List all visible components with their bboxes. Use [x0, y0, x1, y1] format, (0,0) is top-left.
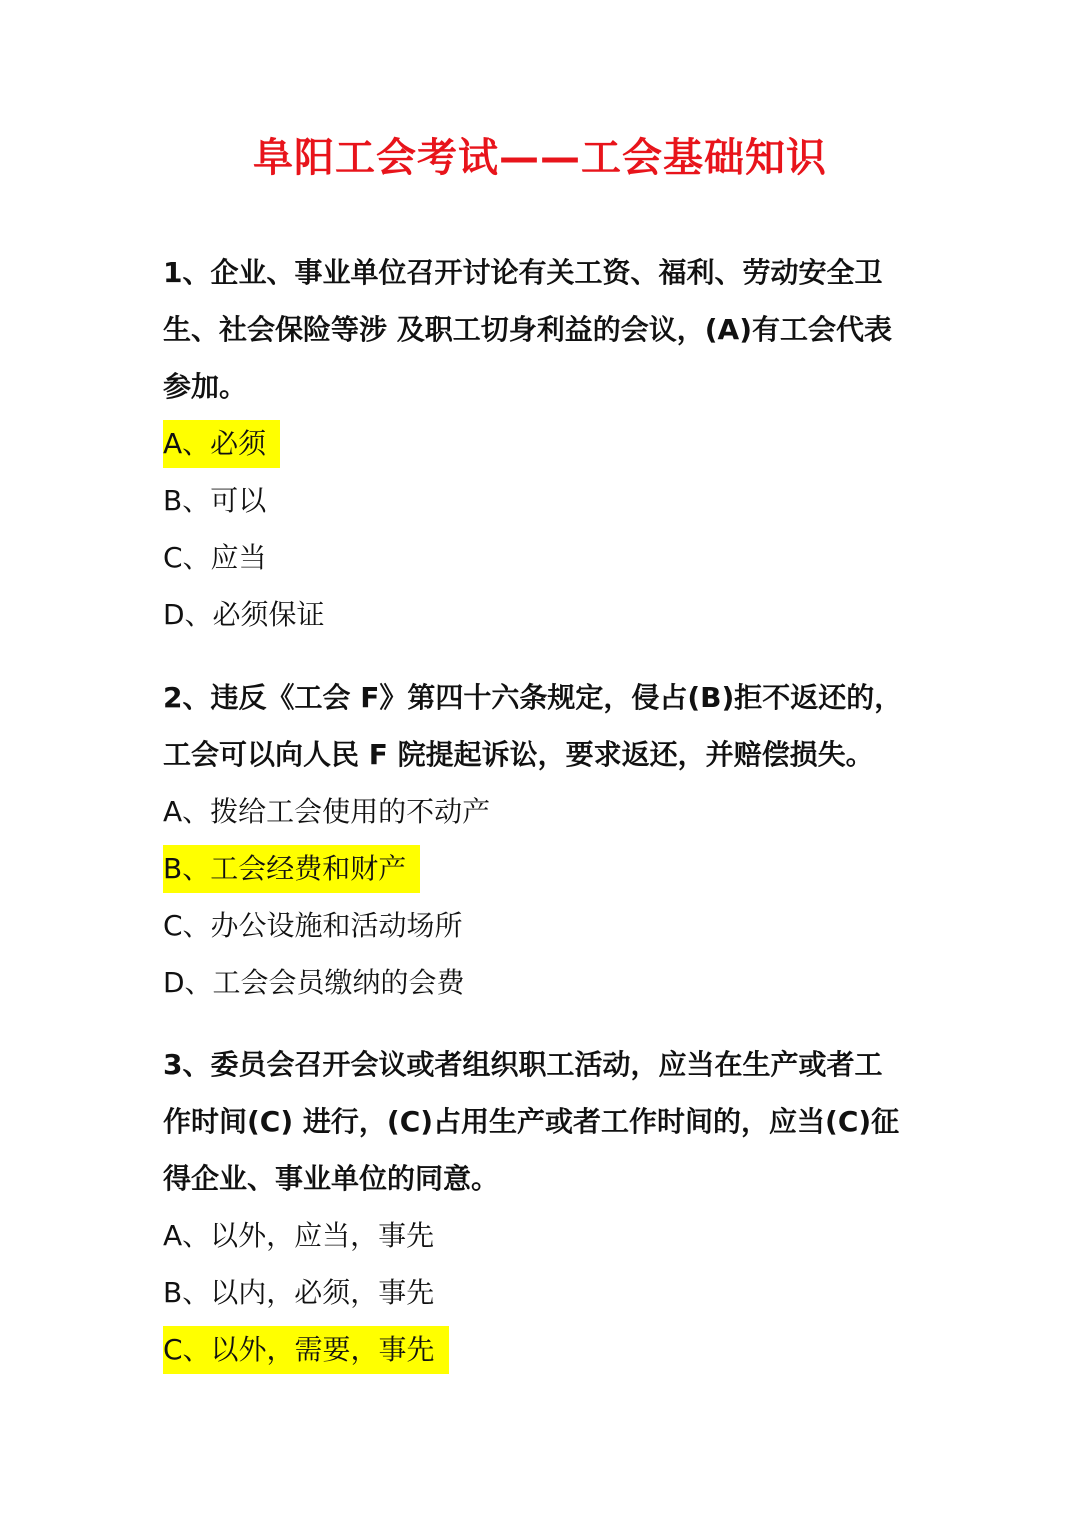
- answer-option-c: [163, 529, 923, 586]
- question-stem-line: 生、社会保险等涉 及职工切身利益的会议，(A)有工会代表: [163, 313, 893, 346]
- option-text: C、应当: [163, 541, 267, 574]
- option-text: D、工会会员缴纳的会费: [163, 966, 465, 999]
- answer-option-d: [163, 954, 923, 1011]
- question-stem-line: 参加。: [163, 370, 248, 403]
- answer-option-a: [163, 1207, 923, 1264]
- option-text: B、以内，必须，事先: [163, 1276, 435, 1309]
- answer-option-c: [163, 1321, 923, 1378]
- question-stem-line: 作时间(C) 进行，(C)占用生产或者工作时间的，应当(C)征: [163, 1105, 900, 1138]
- question-stem-line: 3、委员会召开会议或者组织职工活动，应当在生产或者工: [163, 1048, 883, 1081]
- answer-option-a: [163, 783, 923, 840]
- option-text: A、拨给工会使用的不动产: [163, 795, 491, 828]
- option-text: B、可以: [163, 484, 267, 517]
- answer-option-b: [163, 840, 923, 897]
- option-text: A、以外，应当，事先: [163, 1219, 435, 1252]
- answer-option-b: [163, 472, 923, 529]
- question-stem-line: 工会可以向人民 F 院提起诉讼，要求返还，并赔偿损失。: [163, 738, 874, 771]
- page-title: 阜阳工会考试——工会基础知识: [253, 135, 827, 181]
- question-stem-line: 2、违反《工会 F》第四十六条规定，侵占(B)拒不返还的，: [163, 681, 903, 714]
- option-text: C、办公设施和活动场所: [163, 909, 463, 942]
- option-text: D、必须保证: [163, 598, 325, 631]
- question-stem-line: 1、企业、事业单位召开讨论有关工资、福利、劳动安全卫: [163, 256, 883, 289]
- answer-option-b: [163, 1264, 923, 1321]
- question-2: [163, 669, 923, 1011]
- question-stem-line: 得企业、事业单位的同意。: [163, 1162, 500, 1195]
- highlighted-correct-answer: A、必须: [163, 420, 280, 468]
- question-3: [163, 1036, 923, 1378]
- answer-option-d: [163, 586, 923, 643]
- answer-option-c: [163, 897, 923, 954]
- answer-option-a: [163, 415, 923, 472]
- question-1: [163, 244, 923, 643]
- highlighted-correct-answer: B、工会经费和财产: [163, 845, 420, 893]
- highlighted-correct-answer: C、以外，需要，事先: [163, 1326, 449, 1374]
